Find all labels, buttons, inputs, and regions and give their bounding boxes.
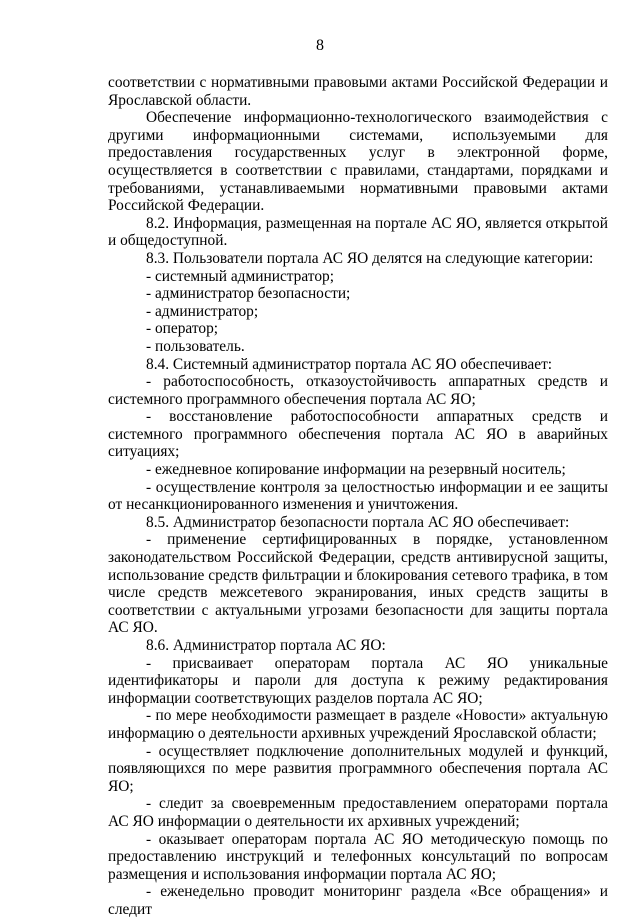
list-item-reliability: - работоспособность, отказоустойчивость аппаратных средств и системного программного обеспечения портала АС ЯО;	[108, 373, 608, 408]
list-item-monitoring-operators: - следит за своевременным предоставлением операторами портала АС ЯО информации о деятельности их архивных учреждений;	[108, 795, 608, 830]
paragraph-8-4: 8.4. Системный администратор портала АС ЯО обеспечивает:	[146, 355, 553, 373]
list-item-weekly-monitoring: - еженедельно проводит мониторинг раздела «Все обращения» и следит	[108, 883, 608, 918]
list-item-backup: - ежедневное копирование информации на резервный носитель;	[146, 461, 566, 479]
list-item-news: - по мере необходимости размещает в разделе «Новости» актуальную информацию о деятельности архивных учреждений Ярославской области;	[108, 707, 608, 742]
list-item-security-admin: - администратор безопасности;	[146, 285, 351, 303]
paragraph-8-3: 8.3. Пользователи портала АС ЯО делятся на следующие категории:	[146, 249, 594, 267]
paragraph-continuation: соответствии с нормативными правовыми актами Российской Федерации и Ярославской области.	[108, 74, 608, 109]
page-number: 8	[316, 37, 324, 54]
document-body	[108, 74, 608, 919]
list-item-user: - пользователь.	[146, 337, 245, 355]
list-item-methodical-help: - оказывает операторам портала АС ЯО методическую помощь по предоставлению инструкций и телефонных консультаций по вопросам размещения и использования информации портала АС ЯО;	[108, 830, 608, 883]
paragraph-8-2: 8.2. Информация, размещенная на портале АС ЯО, является открытой и общедоступной.	[108, 214, 608, 250]
list-item-protection: - применение сертифицированных в порядке, установленном законодательством Российской Федерации, средств антивирусной защиты, использование средств фильтрации и блокирования сетевого трафика, в том числе средств межсетевого экранирования, иных средств защиты в соответствии с актуальными угрозами безопасности для защиты портала АС ЯО.	[108, 531, 608, 637]
list-item-integrity: - осуществление контроля за целостностью информации и ее защиты от несанкционированного изменения и уничтожения.	[108, 478, 608, 514]
list-item-modules: - осуществляет подключение дополнительных модулей и функций, появляющихся по мере развития программного обеспечения портала АС ЯО;	[108, 742, 608, 795]
list-item-admin: - администратор;	[146, 302, 259, 320]
list-item-credentials: - присваивает операторам портала АС ЯО уникальные идентификаторы и пароли для доступа к режиму редактирования информации соответствующих разделов портала АС ЯО;	[108, 654, 608, 707]
paragraph-interaction: Обеспечение информационно-технологического взаимодействия с другими информационными системами, используемыми для предоставления государственных услуг в электронной форме, осуществляется в соответствии с правилами, стандартами, порядками и требованиями, устанавливаемыми нормативными правовыми актами Российской Федерации.	[108, 109, 608, 215]
paragraph-8-5: 8.5. Администратор безопасности портала АС ЯО обеспечивает:	[146, 513, 570, 531]
list-item-recovery: - восстановление работоспособности аппаратных средств и системного программного обеспечения портала АС ЯО в аварийных ситуациях;	[108, 408, 608, 461]
paragraph-8-6: 8.6. Администратор портала АС ЯО:	[146, 637, 386, 654]
list-item-system-admin: - системный администратор;	[146, 267, 335, 285]
list-item-operator: - оператор;	[146, 320, 219, 338]
